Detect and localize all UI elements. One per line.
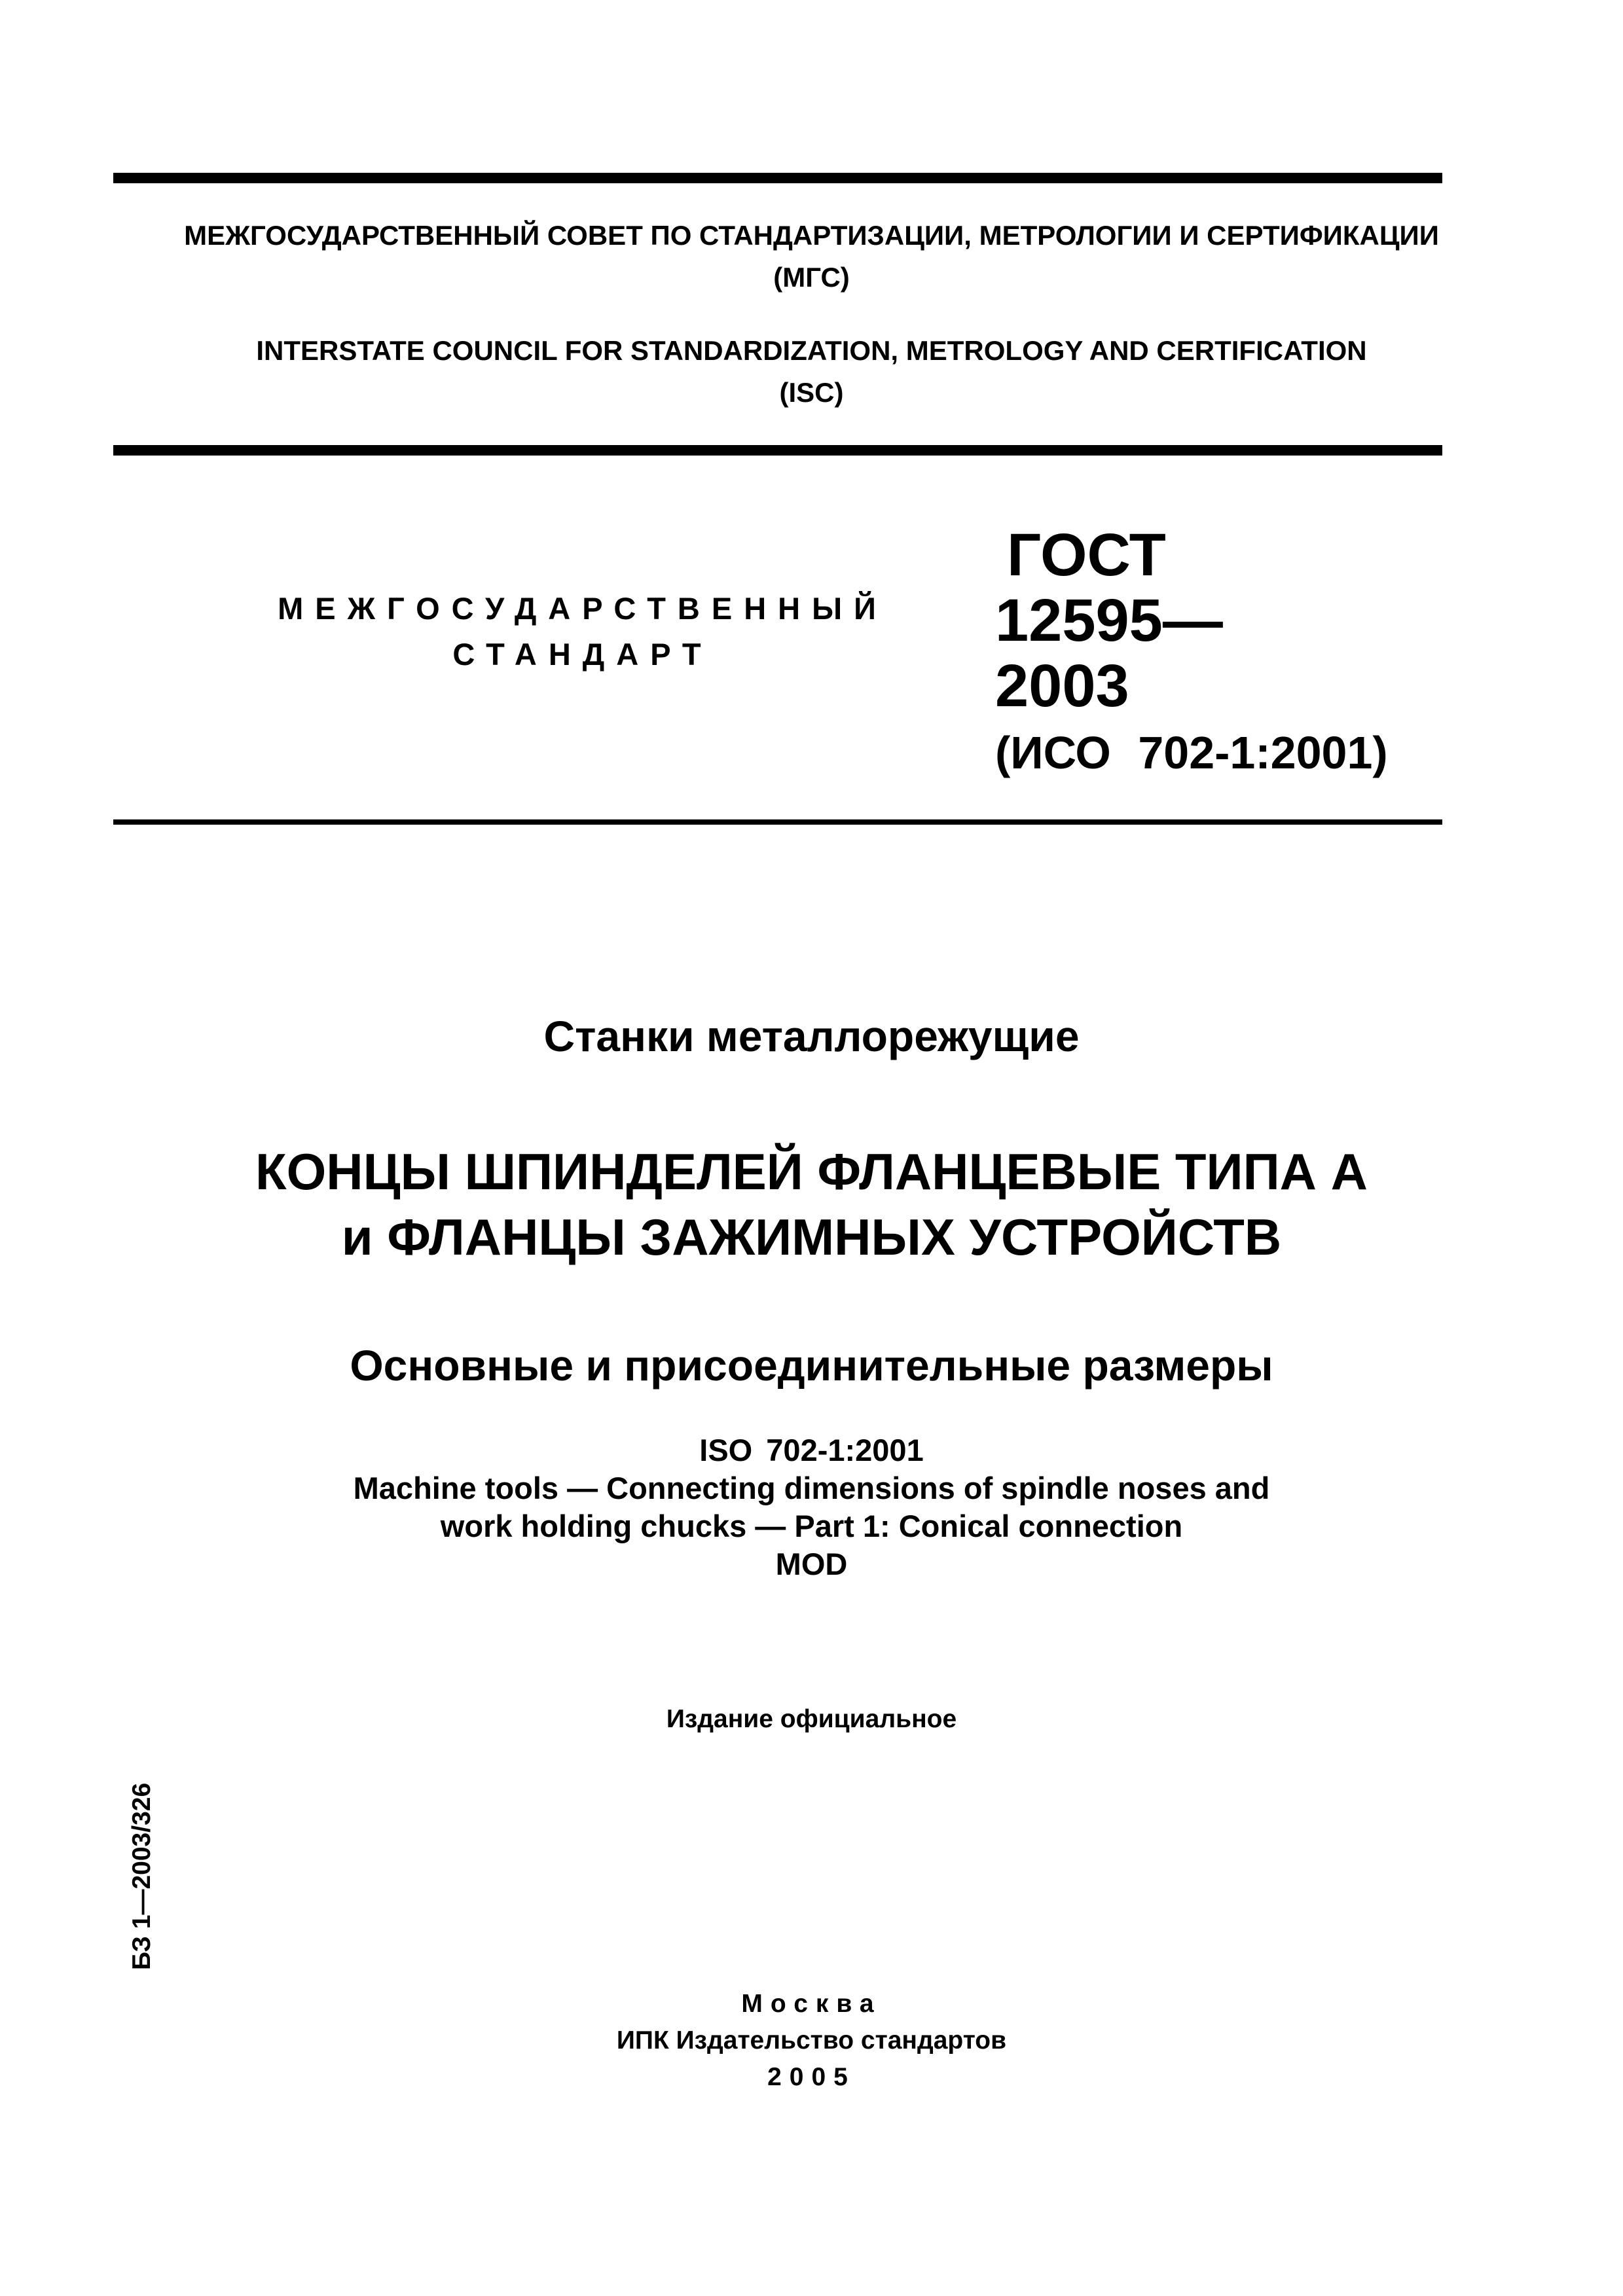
council-abbr-ru: (МГС) [773,262,850,293]
main-title-line2: и ФЛАНЦЫ ЗАЖИМНЫХ УСТРОЙСТВ [341,1208,1282,1266]
subtitle: Основные и присоединительные размеры [350,1341,1273,1390]
main-title-line1: КОНЦЫ ШПИНДЕЛЕЙ ФЛАНЦЕВЫЕ ТИПА А [255,1143,1368,1200]
gost-number: 12595— [995,587,1223,654]
standard-type-label [268,586,897,677]
gost-word: ГОСТ [1007,522,1166,588]
bottom-rule [113,819,1442,825]
council-abbr-en: (ISC) [779,377,844,408]
imprint-year: 2005 [767,2063,856,2091]
sidebar-code: БЗ 1—2003/326 [128,1782,156,1970]
gost-year: 2003 [995,653,1129,719]
category-title: Станки металлорежущие [543,1012,1080,1060]
council-name-en: INTERSTATE COUNCIL FOR STANDARDIZATION, METROLOGY AND CERTIFICATION [256,335,1367,366]
council-name-ru: МЕЖГОСУДАРСТВЕННЫЙ СОВЕТ ПО СТАНДАРТИЗАЦИИ, МЕТРОЛОГИИ И СЕРТИФИКАЦИИ [184,220,1439,251]
iso-modification: MOD [775,1547,848,1581]
iso-title-line2: work holding chucks — Part 1: Conical connection [440,1509,1183,1543]
standard-type-line2: СТАНДАРТ [452,637,713,672]
top-rule [113,173,1442,183]
standard-type-line1: МЕЖГОСУДАРСТВЕННЫЙ [278,591,888,626]
edition-note: Издание официальное [666,1705,957,1733]
iso-code: ISO 702-1:2001 [699,1433,924,1467]
imprint-city: Москва [741,1990,882,2018]
imprint-publisher: ИПК Издательство стандартов [616,2026,1007,2054]
iso-equivalent: (ИСО 702-1:2001) [995,727,1388,778]
iso-title-line1: Machine tools — Connecting dimensions of spindle noses and [353,1471,1270,1505]
middle-rule [113,445,1442,456]
